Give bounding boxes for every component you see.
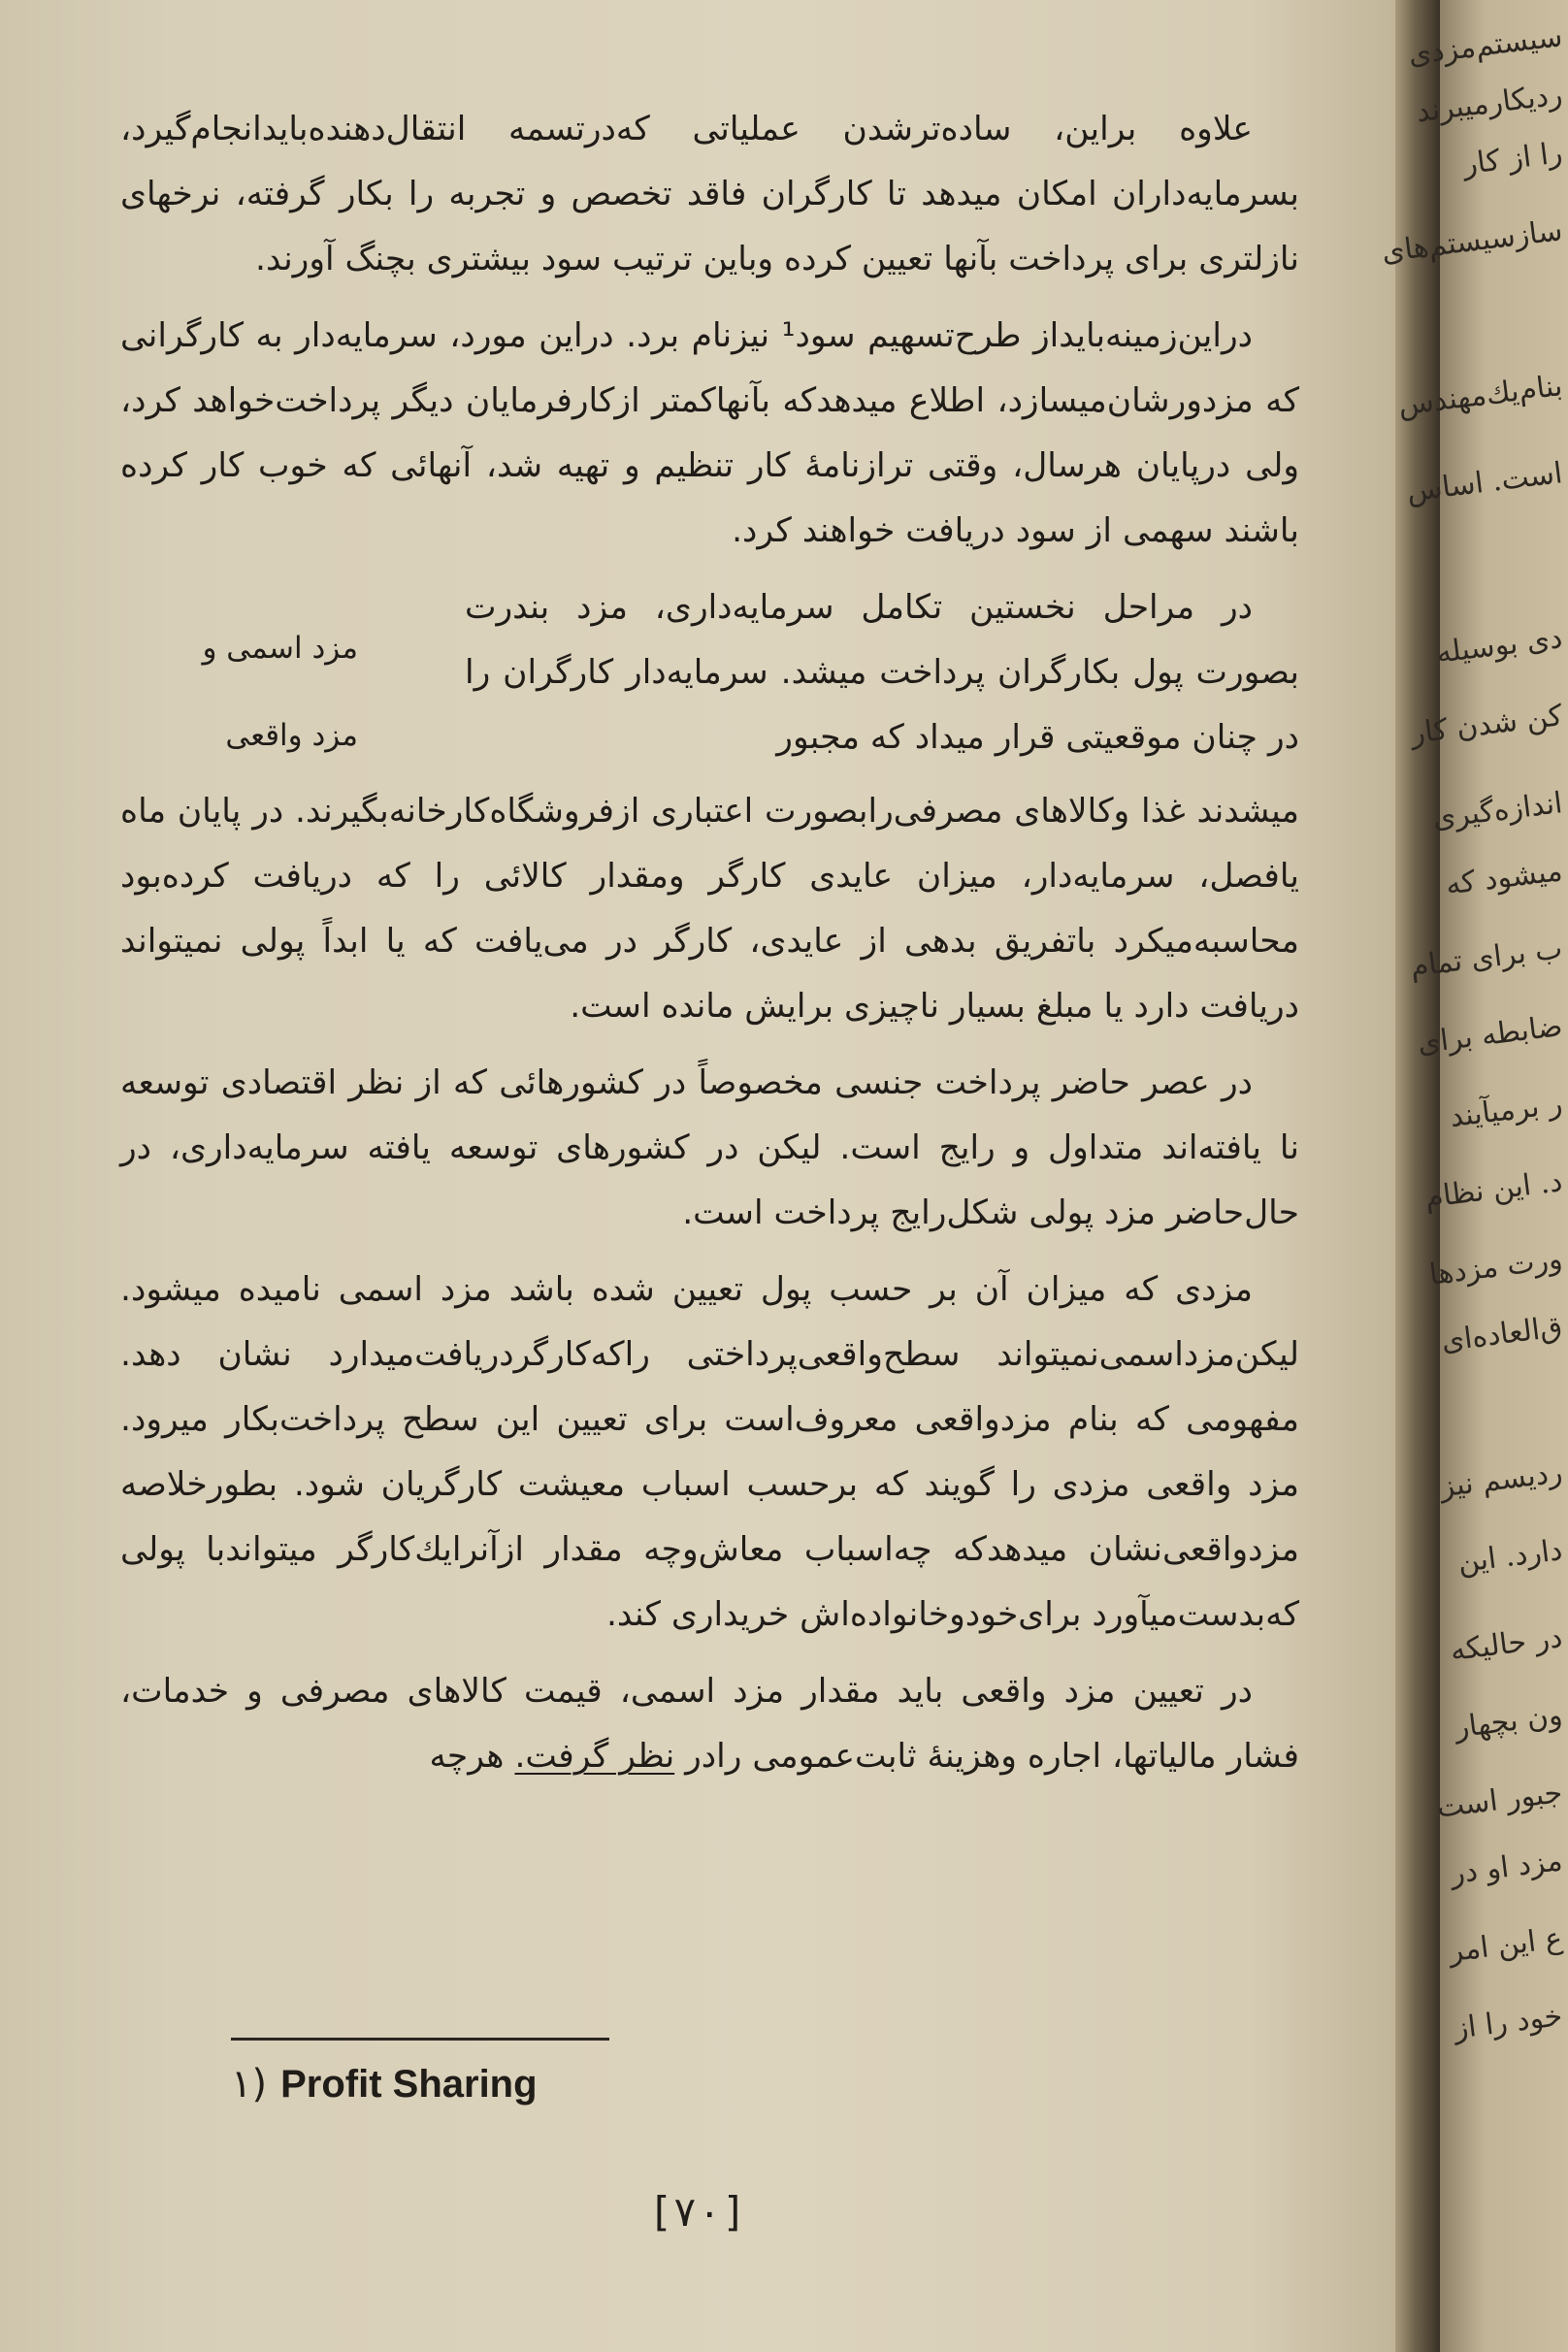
facing-page-edge (1380, 0, 1568, 2352)
facing-page-fragment: ورت مزدها (1427, 1242, 1565, 1292)
paragraph-6-underlined: نظر گرفت. (514, 1737, 675, 1776)
facing-page-fragment: دارد. این (1455, 1533, 1565, 1581)
paragraph-5: مزدی که میزان آن بر حسب پول تعیین شده باشد مزد اسمی نامیده میشود. لیکن‌مزداسمی‌نمیتواند سطح‌واقعی‌پرداختی راکه‌کارگردریافت‌میدارد نشان دهد. مفهومی که بنام مزدواقعی معروف‌است برای تعیین این سطح پرداخت‌بکار میرود. مزد واقعی مزدی را گویند که برحسب اسباب معیشت کارگریان شود. بطورخلاصه مزدواقعی‌نشان میدهدکه چه‌اسباب معاش‌وچه مقدار ازآنرایك‌کارگر میتواندبا پولی که‌بدست‌میآورد برای‌خودوخانواده‌اش خریداری کند. (120, 1270, 1299, 1634)
facing-page-fragment: ب برای تمام (1408, 931, 1565, 985)
facing-page-fragment: سازسیستم‌های (1380, 213, 1565, 270)
paragraph-6-tail: هرچه (429, 1737, 505, 1776)
paragraph-1: علاوه براین، ساده‌ترشدن عملیاتی که‌درتسمه انتقال‌دهنده‌بایدانجام‌گیرد، بسرمایه‌داران امکان میدهد تا کارگران فاقد تخصص و تجربه را بکار گرفته، نرخهای نازلتری برای پرداخت بآنها تعیین کرده وباین ترتیب سود بیشتری بچنگ آورند. (120, 110, 1299, 278)
footnote-divider (231, 2038, 609, 2041)
facing-page-fragment: د. این نظام (1422, 1164, 1565, 1216)
footnote-text: Profit Sharing (280, 2063, 538, 2106)
page-number: [٧٠] (648, 2188, 747, 2236)
book-spine-gutter (1395, 0, 1440, 2352)
facing-page-fragment: است. اساس (1404, 456, 1565, 509)
facing-page-fragment: ر برمیآیند (1448, 1087, 1565, 1135)
paragraph-6-main: در تعیین مزد واقعی باید مقدار مزد اسمی، قیمت کالاهای مصرفی و خدمات، فشار مالیاتها، اجاره وهزینهٔ ثابت‌عمومی رادر (120, 1672, 1299, 1776)
facing-page-fragment: مزد او در (1448, 1844, 1565, 1891)
facing-page-fragment: ردیسم نیز (1438, 1455, 1565, 1505)
facing-page-fragment: سیستم‌مزدی (1406, 19, 1565, 73)
facing-page-fragment: دی بوسیله (1434, 621, 1565, 670)
paragraph-2: دراین‌زمینه‌بایداز طرح‌تسهیم سود¹ نیزنام برد. دراین مورد، سرمایه‌دار به کارگرانی که مزدورشان‌میسازد، اطلاع میدهدکه بآنهاکمتر ازکارفرمایان دیگر پرداخت‌خواهد کرد، ولی درپایان هرسال، وقتی ترازنامهٔ کار تنظیم و تهیه شد، آنهائی که خوب کار کرده باشند سهمی از سود دریافت خواهند کرد. (120, 316, 1299, 550)
facing-page-fragment: ع این امر (1447, 1921, 1565, 1970)
margin-note-line-1: مزد اسمی و (202, 631, 358, 666)
margin-note-line-2: مزد واقعی (225, 718, 358, 753)
paragraph-3-continuation: میشدند غذا وکالاهای مصرفی‌رابصورت اعتباری ازفروشگاه‌کارخانه‌بگیرند. در پایان ماه یافصل، سرمایه‌دار، میزان عایدی کارگر ومقدار کالائی را که دریافت کرده‌بود محاسبه‌میکرد باتفریق بدهی از عایدی، کارگر در می‌یافت که یا ابداً پولی نمیتواند دریافت دارد یا مبلغ بسیار ناچیزی برایش مانده است. (120, 792, 1299, 1026)
facing-page-fragment: خود را از (1452, 1999, 1565, 2046)
margin-note (164, 575, 358, 779)
facing-page-fragment: بنام‌یك‌مهندس (1396, 369, 1565, 423)
facing-page-fragment: ضابطه برای (1416, 1009, 1565, 1062)
paragraph-4: در عصر حاضر پرداخت جنسی مخصوصاً در کشورهائی که از نظر اقتصادی توسعه نا یافته‌اند متداول و رایج است. لیکن در کشورهای توسعه یافته سرمایه‌داری، در حال‌حاضر مزد پولی شکل‌رایج پرداخت است. (120, 1063, 1299, 1232)
facing-page-fragment: جبور است (1434, 1776, 1565, 1825)
facing-page-fragment: را از کار (1460, 136, 1565, 182)
facing-page-fragment: اندازه‌گیری (1430, 786, 1565, 836)
facing-page-fragment: کن شدن کار (1409, 699, 1565, 752)
facing-page-fragment: میشود که (1444, 854, 1565, 902)
footnote (231, 2062, 538, 2107)
paragraph-3-opening: در مراحل نخستین تکامل سرمایه‌داری، مزد بندرت بصورت پول بکارگران پرداخت میشد. سرمایه‌دار کارگران را در چنان موقعیتی قرار میداد که مجبور (465, 588, 1299, 757)
facing-page-fragment: ون بچهار (1453, 1698, 1565, 1746)
footnote-number: ١) (231, 2062, 268, 2107)
paragraph-6 (120, 1659, 1299, 1789)
page-body-text (120, 97, 1299, 1801)
paragraph-3-with-margin-note (120, 575, 1299, 779)
facing-page-fragment: در حالیکه (1448, 1620, 1565, 1668)
facing-page-fragment: ردیکارمیبرند (1414, 78, 1565, 130)
facing-page-fragment: ق‌العاده‌ای (1439, 1310, 1565, 1359)
